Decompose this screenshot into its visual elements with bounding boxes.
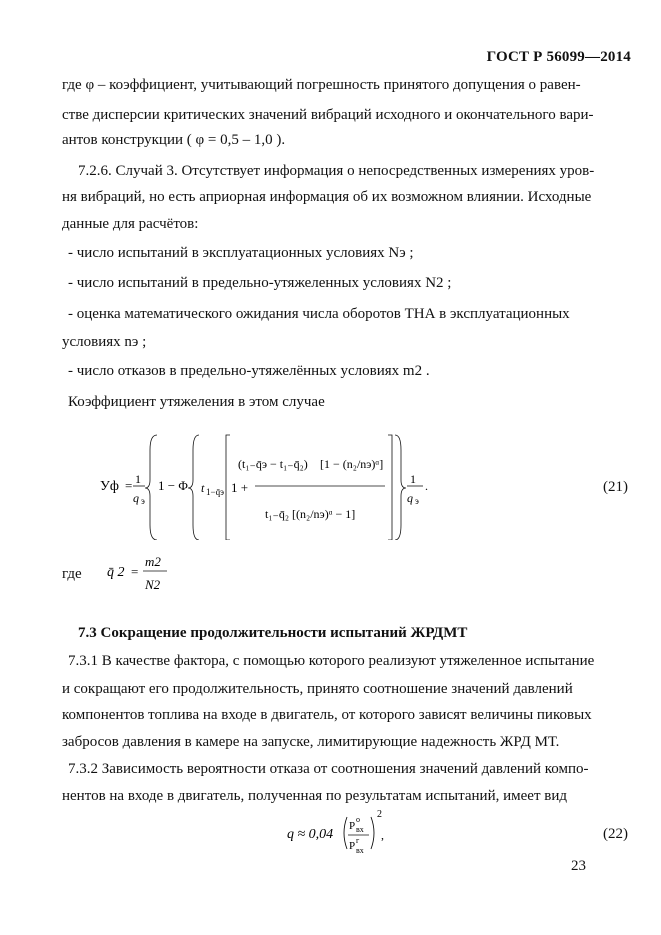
- equation-number: (22): [603, 826, 628, 842]
- svg-text:.: .: [425, 479, 428, 493]
- list-item: - оценка математического ожидания числа оборотов ТНА в эксплуатационных: [68, 306, 570, 322]
- svg-text:1: 1: [135, 472, 141, 486]
- svg-text:вх: вх: [356, 825, 364, 834]
- text-line: данные для расчётов:: [62, 216, 199, 232]
- svg-text:г: г: [356, 836, 360, 845]
- svg-text:1 +: 1 +: [231, 480, 249, 495]
- list-item: - число испытаний в предельно-утяжеленных условиях N2 ;: [68, 275, 452, 291]
- svg-text:,: ,: [381, 828, 384, 842]
- text-line: антов конструкции ( φ = 0,5 – 1,0 ).: [62, 132, 286, 148]
- eq22-lhs: q ≈ 0,04: [287, 827, 334, 842]
- text-line: 7.2.6. Случай 3. Отсутствует информация о непосредственных измерениях уров-: [78, 163, 595, 179]
- svg-text:=: =: [125, 478, 133, 493]
- svg-text:(t₁₋q̄э − t₁₋q̄₂): (t₁₋q̄э − t₁₋q̄₂): [238, 457, 308, 471]
- svg-text:2: 2: [377, 809, 382, 820]
- text-line: 7.3.1 В качестве фактора, с помощью которого реализуют утяжеленное испытание: [68, 653, 595, 669]
- equation-21: [95, 430, 435, 540]
- list-item: - число испытаний в эксплуатационных условиях Nэ ;: [68, 245, 414, 261]
- svg-text:э: э: [141, 496, 145, 506]
- svg-text:q: q: [133, 491, 139, 505]
- text-line: компонентов топлива на входе в двигатель, от которого зависят величины пиковых: [62, 707, 592, 723]
- equation-22: [285, 805, 395, 860]
- def-num: m2: [145, 554, 161, 569]
- svg-text:1 − Φ: 1 − Φ: [158, 478, 188, 493]
- svg-text:=: =: [131, 564, 139, 579]
- text-line: стве дисперсии критических значений вибраций исходного и окончательного вари-: [62, 107, 594, 123]
- text-line: и сокращают его продолжительность, принято соотношение значений давлений: [62, 681, 573, 697]
- def-den: N2: [145, 577, 161, 592]
- svg-text:1: 1: [410, 472, 416, 486]
- text-line: ня вибраций, но есть априорная информация об их возможном влиянии. Исходные: [62, 189, 592, 205]
- equation-definition: [105, 550, 175, 595]
- text-line: забросов давления в камере на запуске, лимитирующие надежность ЖРД МТ.: [62, 734, 560, 750]
- svg-text:P: P: [349, 840, 356, 852]
- text-line: условиях nэ ;: [62, 334, 147, 350]
- svg-text:t₁₋q̄₂ [(n₂/nэ)ᵅ − 1]: t₁₋q̄₂ [(n₂/nэ)ᵅ − 1]: [265, 507, 356, 521]
- equation-number: (21): [603, 479, 628, 495]
- svg-text:t: t: [201, 481, 205, 495]
- svg-text:q: q: [407, 491, 413, 505]
- section-title: 7.3 Сокращение продолжительности испытаний ЖРДМТ: [78, 625, 468, 641]
- text-line: 7.3.2 Зависимость вероятности отказа от соотношения значений давлений компо-: [68, 761, 589, 777]
- text-line: нентов на входе в двигатель, полученная по результатам испытаний, имеет вид: [62, 788, 567, 804]
- page-number: 23: [571, 858, 586, 874]
- where-label: где: [62, 566, 82, 582]
- svg-text:вх: вх: [356, 846, 364, 855]
- svg-text:P: P: [349, 820, 356, 832]
- eq21-lhs: Уф: [100, 479, 119, 494]
- svg-text:о: о: [356, 815, 360, 824]
- text-line: Коэффициент утяжеления в этом случае: [68, 394, 325, 410]
- svg-text:э: э: [415, 496, 419, 506]
- document-header: ГОСТ Р 56099—2014: [486, 49, 631, 65]
- list-item: - число отказов в предельно-утяжелённых условиях m2 .: [68, 363, 430, 379]
- text-line: где φ – коэффициент, учитывающий погрешность принятого допущения о равен-: [62, 77, 581, 93]
- svg-text:[1 − (n₂/nэ)ᵅ]: [1 − (n₂/nэ)ᵅ]: [320, 457, 384, 471]
- svg-text:1−q̄э: 1−q̄э: [206, 487, 224, 497]
- def-lhs: q̄ 2: [107, 565, 125, 580]
